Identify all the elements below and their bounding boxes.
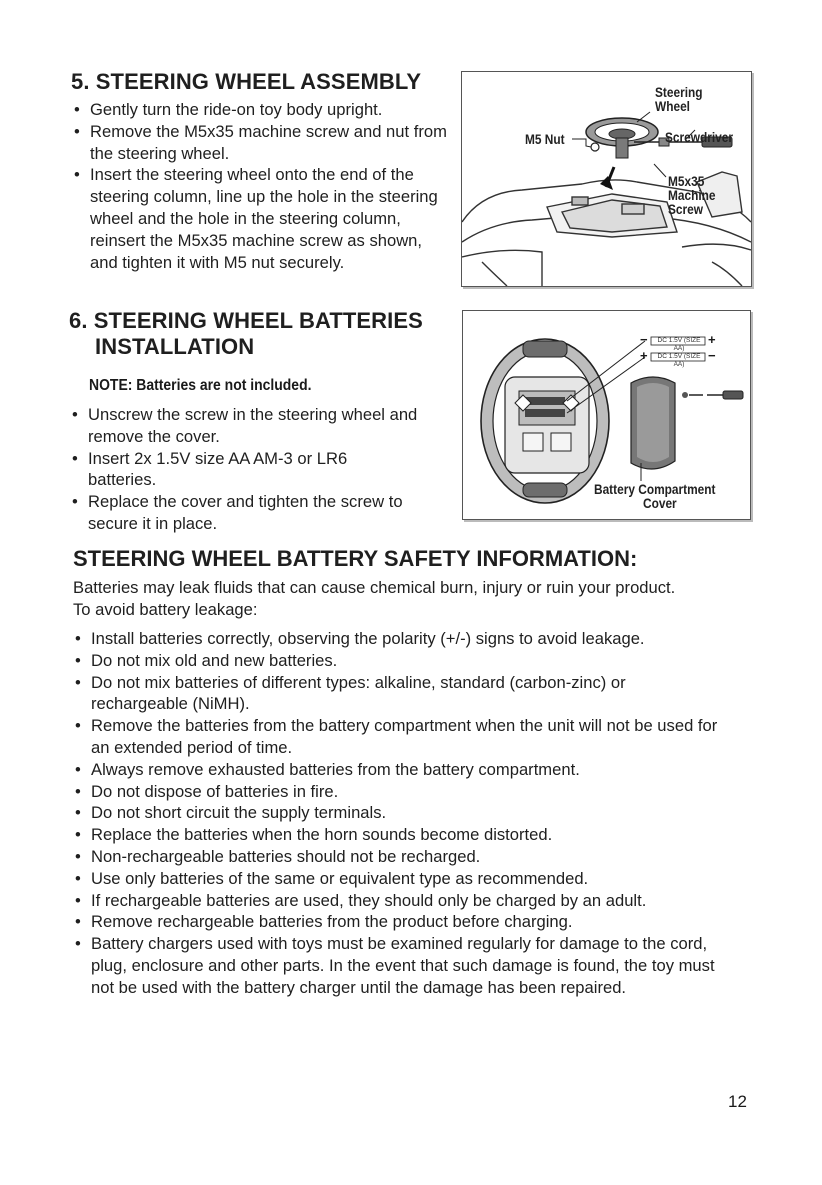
battery-2-plus: + (640, 348, 648, 363)
steering-assembly-illustration (462, 72, 751, 286)
list-item: • Do not dispose of batteries in fire. (73, 781, 741, 803)
label-m5x35: M5x35 (668, 174, 705, 189)
list-item: • Remove rechargeable batteries from the product before charging. (73, 911, 741, 933)
section-6-bullets (70, 404, 455, 535)
label-machine: Machine (668, 188, 716, 203)
list-item: • Insert the steering wheel onto the end of the steering column, line up the hole in the steering wheel and the hole in the steering column, reinsert the M5x35 machine screw as shown, and tighten it with M5 nut securely. (72, 164, 450, 273)
list-item: • Do not short circuit the supply terminals. (73, 802, 741, 824)
label-m5-nut: M5 Nut (525, 132, 565, 147)
list-item: • Insert 2x 1.5V size AA AM-3 or LR6 batteries. (70, 448, 455, 492)
list-item: • Replace the cover and tighten the screw to secure it in place. (70, 491, 455, 535)
batteries-note: NOTE: Batteries are not included. (89, 377, 312, 394)
label-wheel: Wheel (655, 99, 690, 114)
label-steering: Steering (655, 85, 703, 100)
list-item: • Use only batteries of the same or equivalent type as recommended. (73, 868, 741, 890)
safety-intro (73, 577, 763, 621)
section-6-title-line2: INSTALLATION (95, 334, 255, 359)
list-item: • Gently turn the ride-on toy body upright. (72, 99, 450, 121)
list-item: • Do not mix old and new batteries. (73, 650, 741, 672)
battery-label-2: DC 1.5V (SIZE AA) (657, 353, 701, 368)
safety-bullets (73, 628, 741, 999)
list-item: • Always remove exhausted batteries from the battery compartment. (73, 759, 741, 781)
safety-title: STEERING WHEEL BATTERY SAFETY INFORMATION: (73, 546, 638, 571)
list-item: • Install batteries correctly, observing the polarity (+/-) signs to avoid leakage. (73, 628, 741, 650)
label-battery-compartment: Battery Compartment (594, 482, 716, 497)
list-item: • Battery chargers used with toys must be examined regularly for damage to the cord, plug, enclosure and other parts. In the event that such damage is found, the toy must not be used with the battery charger until the damage has been repaired. (73, 933, 741, 998)
steering-wheel-assembly-figure (461, 71, 752, 287)
safety-intro-line1: Batteries may leak fluids that can cause chemical burn, injury or ruin your product. (73, 578, 676, 597)
list-item: • Remove the M5x35 machine screw and nut from the steering wheel. (72, 121, 450, 165)
list-item: • Remove the batteries from the battery compartment when the unit will not be used for an extended period of time. (73, 715, 741, 759)
list-item: • Unscrew the screw in the steering wheel and remove the cover. (70, 404, 455, 448)
section-5-title: 5. STEERING WHEEL ASSEMBLY (71, 69, 422, 94)
list-item: • Do not mix batteries of different types: alkaline, standard (carbon-zinc) or rechargeable (NiMH). (73, 672, 741, 716)
label-screwdriver: Screwdriver (665, 130, 734, 145)
battery-2-minus: − (708, 348, 716, 363)
battery-1-plus: + (708, 332, 716, 347)
safety-intro-line2: To avoid battery leakage: (73, 600, 258, 619)
label-cover: Cover (643, 496, 677, 511)
page-number: 12 (728, 1092, 747, 1111)
section-5-bullets (72, 99, 450, 273)
steering-wheel-drawing (586, 118, 658, 158)
label-screw: Screw (668, 202, 704, 217)
battery-installation-figure (462, 310, 751, 520)
list-item: • Non-rechargeable batteries should not be recharged. (73, 846, 741, 868)
list-item: • If rechargeable batteries are used, they should only be charged by an adult. (73, 890, 741, 912)
battery-label-1: DC 1.5V (SIZE AA) (657, 337, 701, 352)
battery-1-minus: − (640, 332, 648, 347)
section-6-title: 6. STEERING WHEEL BATTERIES (69, 308, 423, 333)
list-item: • Replace the batteries when the horn sounds become distorted. (73, 824, 741, 846)
